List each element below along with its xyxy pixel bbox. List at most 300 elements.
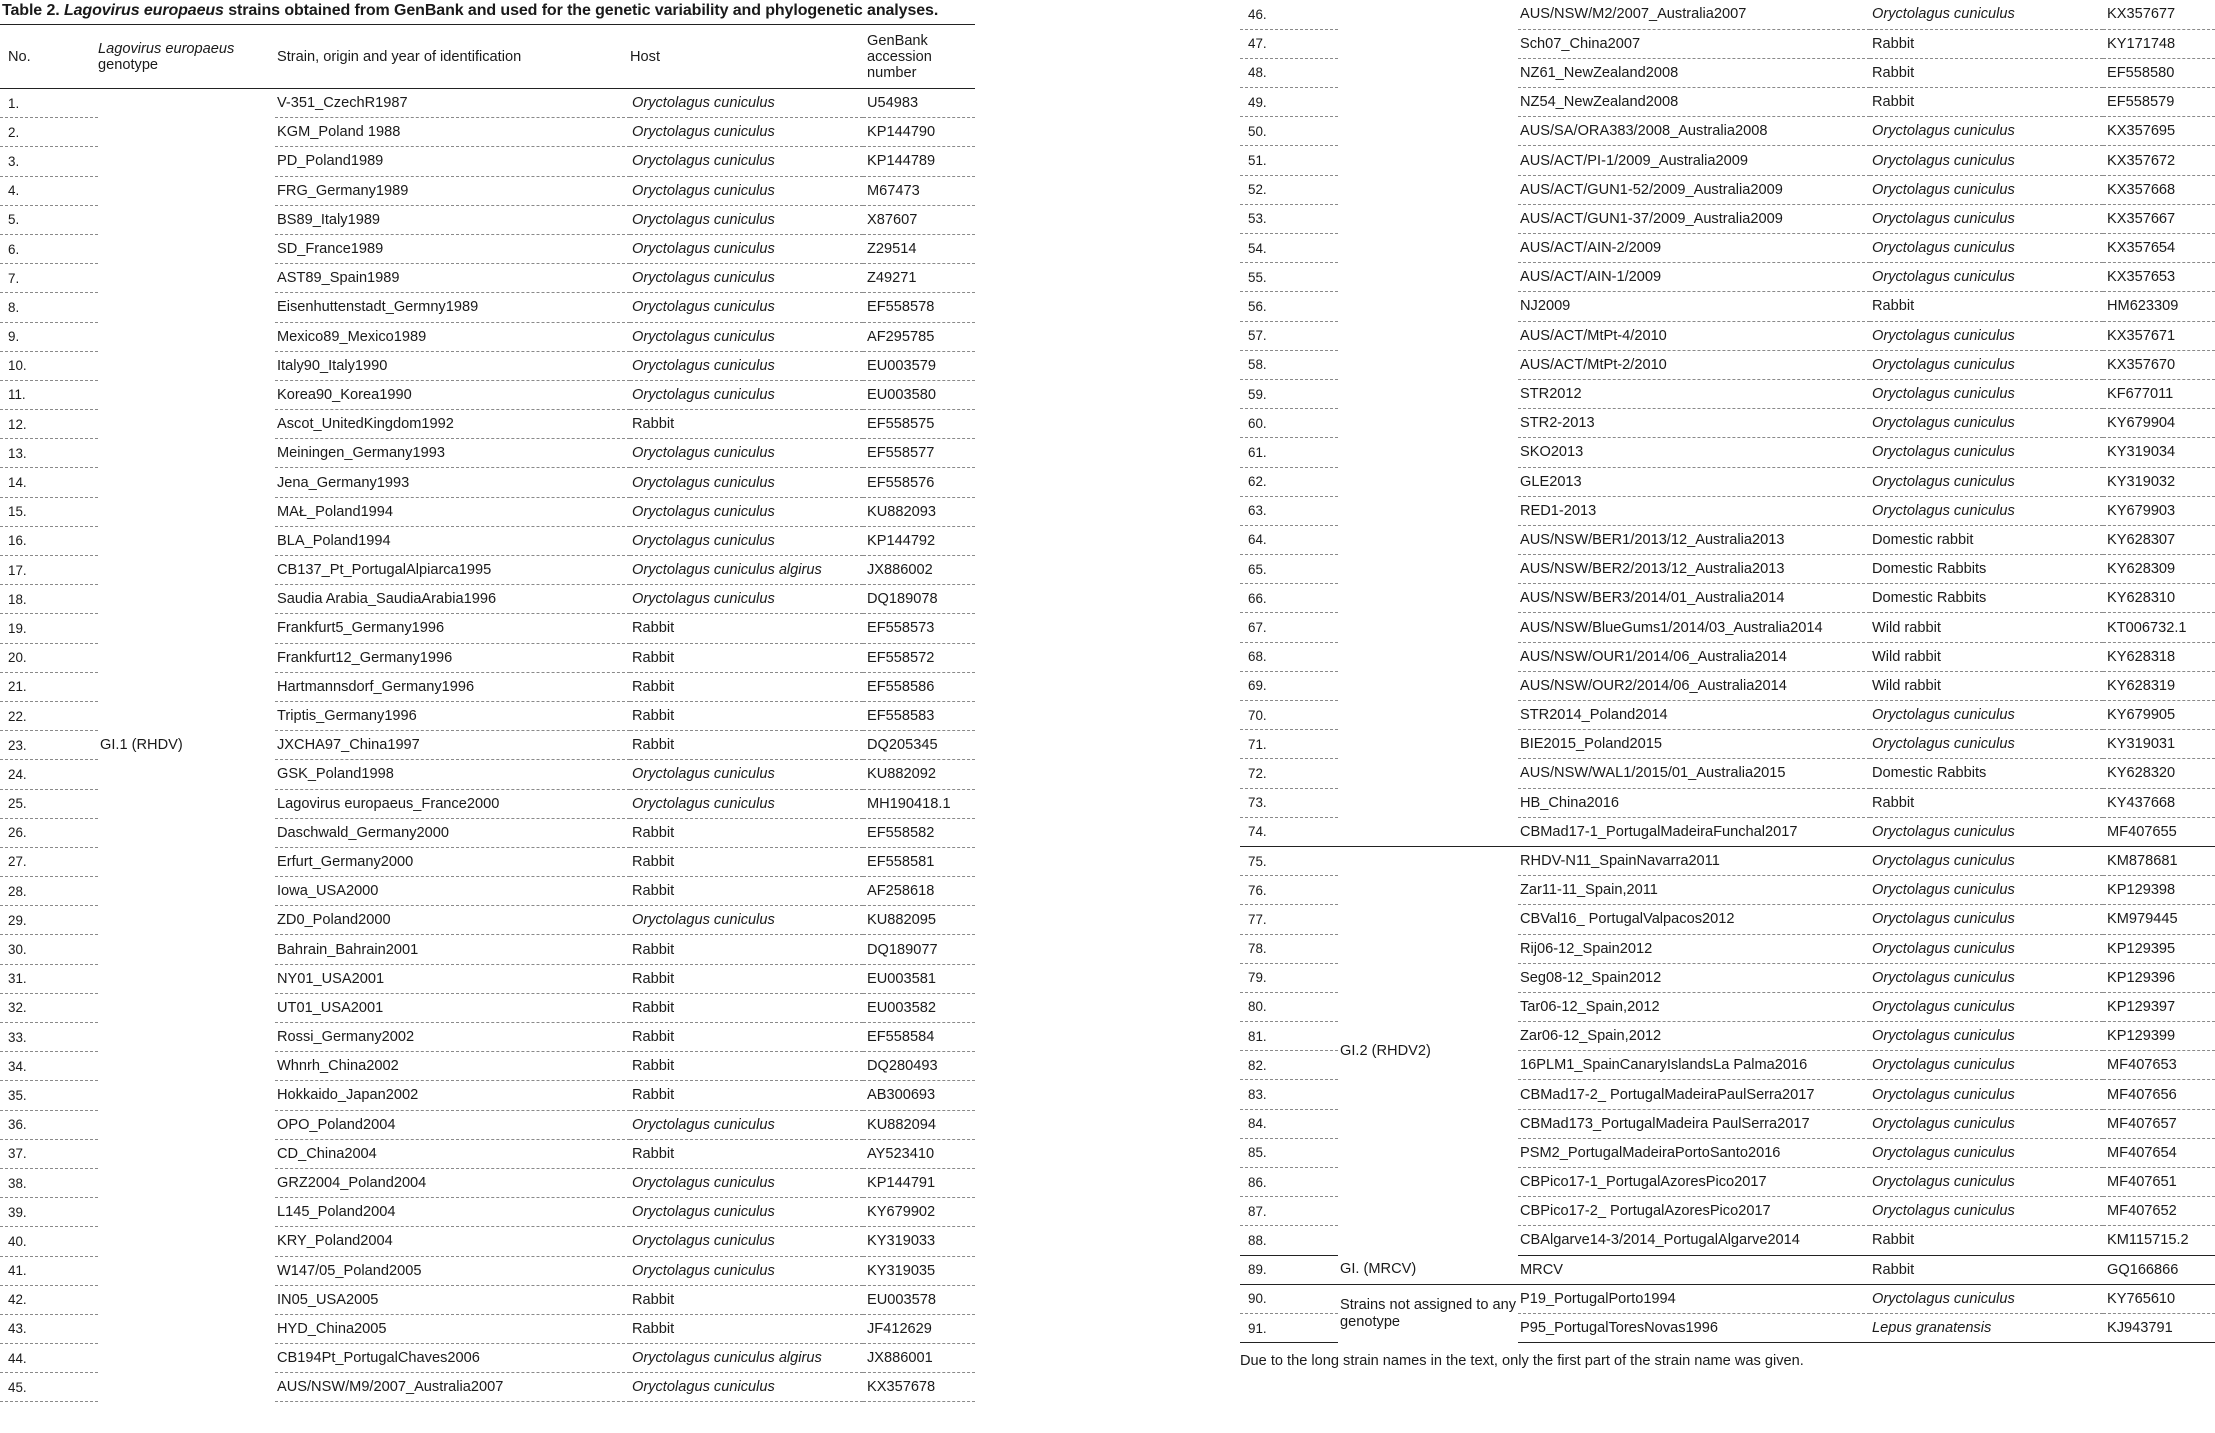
- host-name: Oryctolagus cuniculus: [630, 497, 863, 526]
- strain-name: AUS/NSW/BER3/2014/01_Australia2014: [1518, 584, 1870, 613]
- row-number: 62.: [1240, 467, 1338, 496]
- host-name: Oryctolagus cuniculus: [1870, 467, 2103, 496]
- accession-number: EF558577: [863, 439, 975, 468]
- strain-name: Zar11-11_Spain,2011: [1518, 876, 1870, 905]
- row-number: 26.: [0, 818, 98, 847]
- row-number: 23.: [0, 731, 98, 760]
- host-name: Oryctolagus cuniculus: [630, 176, 863, 205]
- accession-number: EF558576: [863, 468, 975, 497]
- row-number: 88.: [1240, 1226, 1338, 1255]
- accession-number: KY319035: [863, 1256, 975, 1285]
- row-number: 7.: [0, 264, 98, 293]
- strain-name: AUS/NSW/OUR1/2014/06_Australia2014: [1518, 642, 1870, 671]
- accession-number: KY628318: [2103, 642, 2215, 671]
- strain-name: P19_PortugalPorto1994: [1518, 1284, 1870, 1313]
- strain-name: CBMad17-1_PortugalMadeiraFunchal2017: [1518, 817, 1870, 846]
- accession-number: EU003578: [863, 1285, 975, 1314]
- strain-name: CBMad173_PortugalMadeira PaulSerra2017: [1518, 1109, 1870, 1138]
- accession-number: Z49271: [863, 264, 975, 293]
- host-name: Oryctolagus cuniculus: [1870, 379, 2103, 408]
- row-number: 73.: [1240, 788, 1338, 817]
- host-name: Rabbit: [630, 1139, 863, 1168]
- table-right-column: [1240, 0, 2215, 1343]
- host-name: Rabbit: [630, 1081, 863, 1110]
- host-name: Oryctolagus cuniculus: [1870, 1080, 2103, 1109]
- row-number: 8.: [0, 293, 98, 322]
- row-number: 1.: [0, 89, 98, 118]
- genotype-cell: [1338, 0, 1518, 846]
- host-name: Oryctolagus cuniculus: [1870, 1138, 2103, 1167]
- row-number: 61.: [1240, 438, 1338, 467]
- strain-name: NZ54_NewZealand2008: [1518, 88, 1870, 117]
- accession-number: KU882094: [863, 1110, 975, 1139]
- row-number: 75.: [1240, 846, 1338, 875]
- header-accession: GenBank accession number: [867, 32, 932, 81]
- host-name: Oryctolagus cuniculus: [1870, 1022, 2103, 1051]
- row-number: 19.: [0, 614, 98, 643]
- strain-name: Italy90_Italy1990: [275, 351, 630, 380]
- row-number: 71.: [1240, 730, 1338, 759]
- accession-number: MF407653: [2103, 1051, 2215, 1080]
- header-no: No.: [8, 48, 31, 65]
- accession-number: KY679903: [2103, 496, 2215, 525]
- accession-number: MH190418.1: [863, 789, 975, 818]
- row-number: 33.: [0, 1023, 98, 1052]
- strain-name: CBVal16_ PortugalValpacos2012: [1518, 905, 1870, 934]
- strain-name: STR2-2013: [1518, 409, 1870, 438]
- accession-number: KT006732.1: [2103, 613, 2215, 642]
- host-name: Oryctolagus cuniculus: [630, 205, 863, 234]
- accession-number: AB300693: [863, 1081, 975, 1110]
- row-number: 83.: [1240, 1080, 1338, 1109]
- strain-name: AUS/ACT/GUN1-37/2009_Australia2009: [1518, 204, 1870, 233]
- strain-name: NZ61_NewZealand2008: [1518, 58, 1870, 87]
- host-name: Oryctolagus cuniculus: [630, 293, 863, 322]
- row-number: 89.: [1240, 1255, 1338, 1284]
- row-number: 27.: [0, 847, 98, 876]
- row-number: 65.: [1240, 555, 1338, 584]
- strain-name: AUS/ACT/MtPt-4/2010: [1518, 321, 1870, 350]
- row-number: 84.: [1240, 1109, 1338, 1138]
- strain-name: MAŁ_Poland1994: [275, 497, 630, 526]
- genotype-cell: GI.2 (RHDV2): [1338, 846, 1518, 1255]
- accession-number: DQ189078: [863, 585, 975, 614]
- strain-name: AUS/NSW/BlueGums1/2014/03_Australia2014: [1518, 613, 1870, 642]
- row-number: 34.: [0, 1052, 98, 1081]
- strain-name: AUS/ACT/PI-1/2009_Australia2009: [1518, 146, 1870, 175]
- accession-number: KX357695: [2103, 117, 2215, 146]
- row-number: 59.: [1240, 379, 1338, 408]
- accession-number: EF558573: [863, 614, 975, 643]
- host-name: Oryctolagus cuniculus: [1870, 905, 2103, 934]
- accession-number: KU882093: [863, 497, 975, 526]
- strain-name: 16PLM1_SpainCanaryIslandsLa Palma2016: [1518, 1051, 1870, 1080]
- strain-name: Ascot_UnitedKingdom1992: [275, 410, 630, 439]
- host-name: Oryctolagus cuniculus: [630, 147, 863, 176]
- accession-number: KX357678: [863, 1373, 975, 1402]
- host-name: Rabbit: [1870, 29, 2103, 58]
- accession-number: KP129395: [2103, 934, 2215, 963]
- host-name: Rabbit: [630, 847, 863, 876]
- accession-number: JF412629: [863, 1314, 975, 1343]
- row-number: 50.: [1240, 117, 1338, 146]
- accession-number: KY679902: [863, 1198, 975, 1227]
- row-number: 48.: [1240, 58, 1338, 87]
- accession-number: KY628319: [2103, 671, 2215, 700]
- host-name: Wild rabbit: [1870, 671, 2103, 700]
- strain-name: OPO_Poland2004: [275, 1110, 630, 1139]
- strain-name: IN05_USA2005: [275, 1285, 630, 1314]
- host-name: Oryctolagus cuniculus: [630, 526, 863, 555]
- row-number: 46.: [1240, 0, 1338, 29]
- strain-name: Rij06-12_Spain2012: [1518, 934, 1870, 963]
- row-number: 60.: [1240, 409, 1338, 438]
- host-name: Oryctolagus cuniculus: [1870, 876, 2103, 905]
- accession-number: AF258618: [863, 877, 975, 906]
- strain-name: SKO2013: [1518, 438, 1870, 467]
- row-number: 86.: [1240, 1168, 1338, 1197]
- accession-number: M67473: [863, 176, 975, 205]
- host-name: Oryctolagus cuniculus: [630, 380, 863, 409]
- strain-name: STR2012: [1518, 379, 1870, 408]
- accession-number: KU882092: [863, 760, 975, 789]
- strain-name: NJ2009: [1518, 292, 1870, 321]
- host-name: Oryctolagus cuniculus: [630, 906, 863, 935]
- host-name: Oryctolagus cuniculus: [630, 351, 863, 380]
- host-name: Oryctolagus cuniculus: [1870, 234, 2103, 263]
- strain-name: Seg08-12_Spain2012: [1518, 963, 1870, 992]
- strain-table-part-1: [0, 24, 975, 1402]
- host-name: Rabbit: [630, 818, 863, 847]
- row-number: 37.: [0, 1139, 98, 1168]
- host-name: Oryctolagus cuniculus: [630, 1198, 863, 1227]
- host-name: Oryctolagus cuniculus: [630, 118, 863, 147]
- strain-name: NY01_USA2001: [275, 964, 630, 993]
- accession-number: KY319032: [2103, 467, 2215, 496]
- strain-name: MRCV: [1518, 1255, 1870, 1284]
- row-number: 91.: [1240, 1313, 1338, 1342]
- strain-name: Rossi_Germany2002: [275, 1023, 630, 1052]
- host-name: Rabbit: [630, 614, 863, 643]
- strain-name: GLE2013: [1518, 467, 1870, 496]
- accession-number: EF558586: [863, 672, 975, 701]
- accession-number: KP144791: [863, 1168, 975, 1197]
- strain-name: Tar06-12_Spain,2012: [1518, 992, 1870, 1021]
- table-row: [0, 89, 975, 118]
- table-footnote: Due to the long strain names in the text, only the first part of the strain name was given.: [1240, 1353, 1804, 1369]
- accession-number: KY679904: [2103, 409, 2215, 438]
- strain-name: AST89_Spain1989: [275, 264, 630, 293]
- host-name: Rabbit: [630, 701, 863, 730]
- accession-number: EF558575: [863, 410, 975, 439]
- host-name: Domestic Rabbits: [1870, 584, 2103, 613]
- accession-number: KP129396: [2103, 963, 2215, 992]
- host-name: Oryctolagus cuniculus: [1870, 175, 2103, 204]
- accession-number: EF558572: [863, 643, 975, 672]
- accession-number: EU003582: [863, 993, 975, 1022]
- accession-number: EF558583: [863, 701, 975, 730]
- row-number: 10.: [0, 351, 98, 380]
- accession-number: KY319034: [2103, 438, 2215, 467]
- strain-name: Whnrh_China2002: [275, 1052, 630, 1081]
- strain-name: CBPico17-2_ PortugalAzoresPico2017: [1518, 1197, 1870, 1226]
- host-name: Oryctolagus cuniculus: [630, 1110, 863, 1139]
- accession-number: EF558580: [2103, 58, 2215, 87]
- host-name: Oryctolagus cuniculus: [1870, 438, 2103, 467]
- host-name: Oryctolagus cuniculus: [1870, 117, 2103, 146]
- accession-number: MF407652: [2103, 1197, 2215, 1226]
- strain-name: Daschwald_Germany2000: [275, 818, 630, 847]
- row-number: 54.: [1240, 234, 1338, 263]
- accession-number: KY437668: [2103, 788, 2215, 817]
- row-number: 31.: [0, 964, 98, 993]
- accession-number: KM115715.2: [2103, 1226, 2215, 1255]
- host-name: Rabbit: [630, 1052, 863, 1081]
- accession-number: KX357672: [2103, 146, 2215, 175]
- strain-name: AUS/NSW/BER1/2013/12_Australia2013: [1518, 525, 1870, 554]
- table-left-column: [0, 24, 975, 1402]
- row-number: 15.: [0, 497, 98, 526]
- strain-name: Zar06-12_Spain,2012: [1518, 1022, 1870, 1051]
- row-number: 87.: [1240, 1197, 1338, 1226]
- row-number: 20.: [0, 643, 98, 672]
- accession-number: EF558579: [2103, 88, 2215, 117]
- accession-number: KY628310: [2103, 584, 2215, 613]
- host-name: Oryctolagus cuniculus: [630, 234, 863, 263]
- row-number: 17.: [0, 556, 98, 585]
- host-name: Oryctolagus cuniculus: [1870, 934, 2103, 963]
- header-strain: Strain, origin and year of identification: [277, 48, 522, 65]
- strain-name: RED1-2013: [1518, 496, 1870, 525]
- strain-name: GSK_Poland1998: [275, 760, 630, 789]
- caption-suffix: strains obtained from GenBank and used for the genetic variability and phylogenetic analyses.: [223, 2, 939, 19]
- strain-name: Erfurt_Germany2000: [275, 847, 630, 876]
- accession-number: EF558584: [863, 1023, 975, 1052]
- accession-number: MF407654: [2103, 1138, 2215, 1167]
- row-number: 16.: [0, 526, 98, 555]
- accession-number: U54983: [863, 89, 975, 118]
- row-number: 58.: [1240, 350, 1338, 379]
- host-name: Oryctolagus cuniculus: [1870, 350, 2103, 379]
- strain-name: CBAlgarve14-3/2014_PortugalAlgarve2014: [1518, 1226, 1870, 1255]
- strain-name: CD_China2004: [275, 1139, 630, 1168]
- host-name: Oryctolagus cuniculus: [1870, 1051, 2103, 1080]
- row-number: 45.: [0, 1373, 98, 1402]
- row-number: 68.: [1240, 642, 1338, 671]
- table-row: [1240, 846, 2215, 875]
- row-number: 24.: [0, 760, 98, 789]
- accession-number: HM623309: [2103, 292, 2215, 321]
- row-number: 55.: [1240, 263, 1338, 292]
- header-host: Host: [630, 48, 661, 65]
- row-number: 3.: [0, 147, 98, 176]
- strain-name: RHDV-N11_SpainNavarra2011: [1518, 846, 1870, 875]
- host-name: Rabbit: [1870, 788, 2103, 817]
- strain-name: KGM_Poland 1988: [275, 118, 630, 147]
- row-number: 35.: [0, 1081, 98, 1110]
- row-number: 43.: [0, 1314, 98, 1343]
- accession-number: GQ166866: [2103, 1255, 2215, 1284]
- row-number: 64.: [1240, 525, 1338, 554]
- accession-number: KX357668: [2103, 175, 2215, 204]
- accession-number: KY628307: [2103, 525, 2215, 554]
- host-name: Oryctolagus cuniculus: [1870, 846, 2103, 875]
- host-name: Oryctolagus cuniculus: [630, 89, 863, 118]
- host-name: Oryctolagus cuniculus: [1870, 204, 2103, 233]
- host-name: Oryctolagus cuniculus: [1870, 1109, 2103, 1138]
- row-number: 79.: [1240, 963, 1338, 992]
- row-number: 39.: [0, 1198, 98, 1227]
- strain-name: FRG_Germany1989: [275, 176, 630, 205]
- strain-name: Meiningen_Germany1993: [275, 439, 630, 468]
- strain-name: W147/05_Poland2005: [275, 1256, 630, 1285]
- accession-number: KX357667: [2103, 204, 2215, 233]
- row-number: 82.: [1240, 1051, 1338, 1080]
- host-name: Oryctolagus cuniculus: [1870, 263, 2103, 292]
- host-name: Domestic rabbit: [1870, 525, 2103, 554]
- row-number: 12.: [0, 410, 98, 439]
- header-genotype: [98, 25, 275, 89]
- strain-name: GRZ2004_Poland2004: [275, 1168, 630, 1197]
- accession-number: KP129398: [2103, 876, 2215, 905]
- host-name: Rabbit: [630, 731, 863, 760]
- row-number: 80.: [1240, 992, 1338, 1021]
- strain-name: HB_China2016: [1518, 788, 1870, 817]
- accession-number: KX357670: [2103, 350, 2215, 379]
- host-name: Oryctolagus cuniculus: [630, 439, 863, 468]
- host-name: Oryctolagus cuniculus: [1870, 992, 2103, 1021]
- row-number: 25.: [0, 789, 98, 818]
- host-name: Oryctolagus cuniculus: [1870, 701, 2103, 730]
- strain-name: Frankfurt5_Germany1996: [275, 614, 630, 643]
- strain-name: BIE2015_Poland2015: [1518, 730, 1870, 759]
- table-caption: [2, 2, 938, 20]
- strain-name: PSM2_PortugalMadeiraPortoSanto2016: [1518, 1138, 1870, 1167]
- strain-name: SD_France1989: [275, 234, 630, 263]
- row-number: 36.: [0, 1110, 98, 1139]
- row-number: 42.: [0, 1285, 98, 1314]
- accession-number: KY628309: [2103, 555, 2215, 584]
- accession-number: MF407651: [2103, 1168, 2215, 1197]
- strain-name: CBPico17-1_PortugalAzoresPico2017: [1518, 1168, 1870, 1197]
- accession-number: KM979445: [2103, 905, 2215, 934]
- row-number: 6.: [0, 234, 98, 263]
- header-genotype-word: genotype: [98, 56, 159, 73]
- strain-name: Triptis_Germany1996: [275, 701, 630, 730]
- row-number: 74.: [1240, 817, 1338, 846]
- strain-name: HYD_China2005: [275, 1314, 630, 1343]
- accession-number: EF558581: [863, 847, 975, 876]
- host-name: Rabbit: [630, 410, 863, 439]
- strain-name: PD_Poland1989: [275, 147, 630, 176]
- strain-name: AUS/NSW/BER2/2013/12_Australia2013: [1518, 555, 1870, 584]
- strain-name: Frankfurt12_Germany1996: [275, 643, 630, 672]
- accession-number: KM878681: [2103, 846, 2215, 875]
- accession-number: AY523410: [863, 1139, 975, 1168]
- strain-name: JXCHA97_China1997: [275, 731, 630, 760]
- row-number: 41.: [0, 1256, 98, 1285]
- strain-name: CB194Pt_PortugalChaves2006: [275, 1344, 630, 1373]
- host-name: Rabbit: [1870, 88, 2103, 117]
- strain-name: V-351_CzechR1987: [275, 89, 630, 118]
- strain-name: KRY_Poland2004: [275, 1227, 630, 1256]
- host-name: Oryctolagus cuniculus: [1870, 1168, 2103, 1197]
- accession-number: KP129397: [2103, 992, 2215, 1021]
- accession-number: EU003581: [863, 964, 975, 993]
- row-number: 5.: [0, 205, 98, 234]
- row-number: 51.: [1240, 146, 1338, 175]
- accession-number: MF407655: [2103, 817, 2215, 846]
- strain-name: STR2014_Poland2014: [1518, 701, 1870, 730]
- row-number: 49.: [1240, 88, 1338, 117]
- strain-name: AUS/ACT/AIN-1/2009: [1518, 263, 1870, 292]
- host-name: Oryctolagus cuniculus: [630, 1256, 863, 1285]
- row-number: 66.: [1240, 584, 1338, 613]
- row-number: 2.: [0, 118, 98, 147]
- strain-name: AUS/NSW/OUR2/2014/06_Australia2014: [1518, 671, 1870, 700]
- row-number: 30.: [0, 935, 98, 964]
- row-number: 32.: [0, 993, 98, 1022]
- host-name: Wild rabbit: [1870, 642, 2103, 671]
- genotype-cell: GI.1 (RHDV): [100, 736, 183, 753]
- strain-name: Saudia Arabia_SaudiaArabia1996: [275, 585, 630, 614]
- row-number: 67.: [1240, 613, 1338, 642]
- host-name: Lepus granatensis: [1870, 1313, 2103, 1342]
- strain-name: L145_Poland2004: [275, 1198, 630, 1227]
- accession-number: AF295785: [863, 322, 975, 351]
- host-name: Oryctolagus cuniculus: [1870, 0, 2103, 29]
- accession-number: DQ189077: [863, 935, 975, 964]
- row-number: 69.: [1240, 671, 1338, 700]
- accession-number: MF407656: [2103, 1080, 2215, 1109]
- accession-number: KY679905: [2103, 701, 2215, 730]
- row-number: 29.: [0, 906, 98, 935]
- host-name: Rabbit: [1870, 1226, 2103, 1255]
- accession-number: X87607: [863, 205, 975, 234]
- accession-number: EF558578: [863, 293, 975, 322]
- row-number: 70.: [1240, 701, 1338, 730]
- accession-number: EU003579: [863, 351, 975, 380]
- host-name: Oryctolagus cuniculus: [630, 1227, 863, 1256]
- host-name: Oryctolagus cuniculus algirus: [630, 556, 863, 585]
- host-name: Rabbit: [630, 993, 863, 1022]
- accession-number: DQ205345: [863, 731, 975, 760]
- host-name: Rabbit: [630, 877, 863, 906]
- host-name: Oryctolagus cuniculus: [630, 264, 863, 293]
- accession-number: KP129399: [2103, 1022, 2215, 1051]
- table-row: [1240, 1255, 2215, 1284]
- strain-name: UT01_USA2001: [275, 993, 630, 1022]
- row-number: 21.: [0, 672, 98, 701]
- host-name: Oryctolagus cuniculus: [1870, 1197, 2103, 1226]
- strain-name: AUS/SA/ORA383/2008_Australia2008: [1518, 117, 1870, 146]
- genotype-cell: Strains not assigned to any genotype: [1340, 1296, 1517, 1330]
- host-name: Wild rabbit: [1870, 613, 2103, 642]
- host-name: Oryctolagus cuniculus: [630, 1168, 863, 1197]
- row-number: 76.: [1240, 876, 1338, 905]
- row-number: 72.: [1240, 759, 1338, 788]
- accession-number: KY628320: [2103, 759, 2215, 788]
- accession-number: MF407657: [2103, 1109, 2215, 1138]
- strain-name: Eisenhuttenstadt_Germny1989: [275, 293, 630, 322]
- host-name: Domestic Rabbits: [1870, 555, 2103, 584]
- accession-number: KY319033: [863, 1227, 975, 1256]
- strain-name: P95_PortugalToresNovas1996: [1518, 1313, 1870, 1342]
- strain-name: AUS/ACT/GUN1-52/2009_Australia2009: [1518, 175, 1870, 204]
- row-number: 63.: [1240, 496, 1338, 525]
- strain-name: Korea90_Korea1990: [275, 380, 630, 409]
- strain-name: BLA_Poland1994: [275, 526, 630, 555]
